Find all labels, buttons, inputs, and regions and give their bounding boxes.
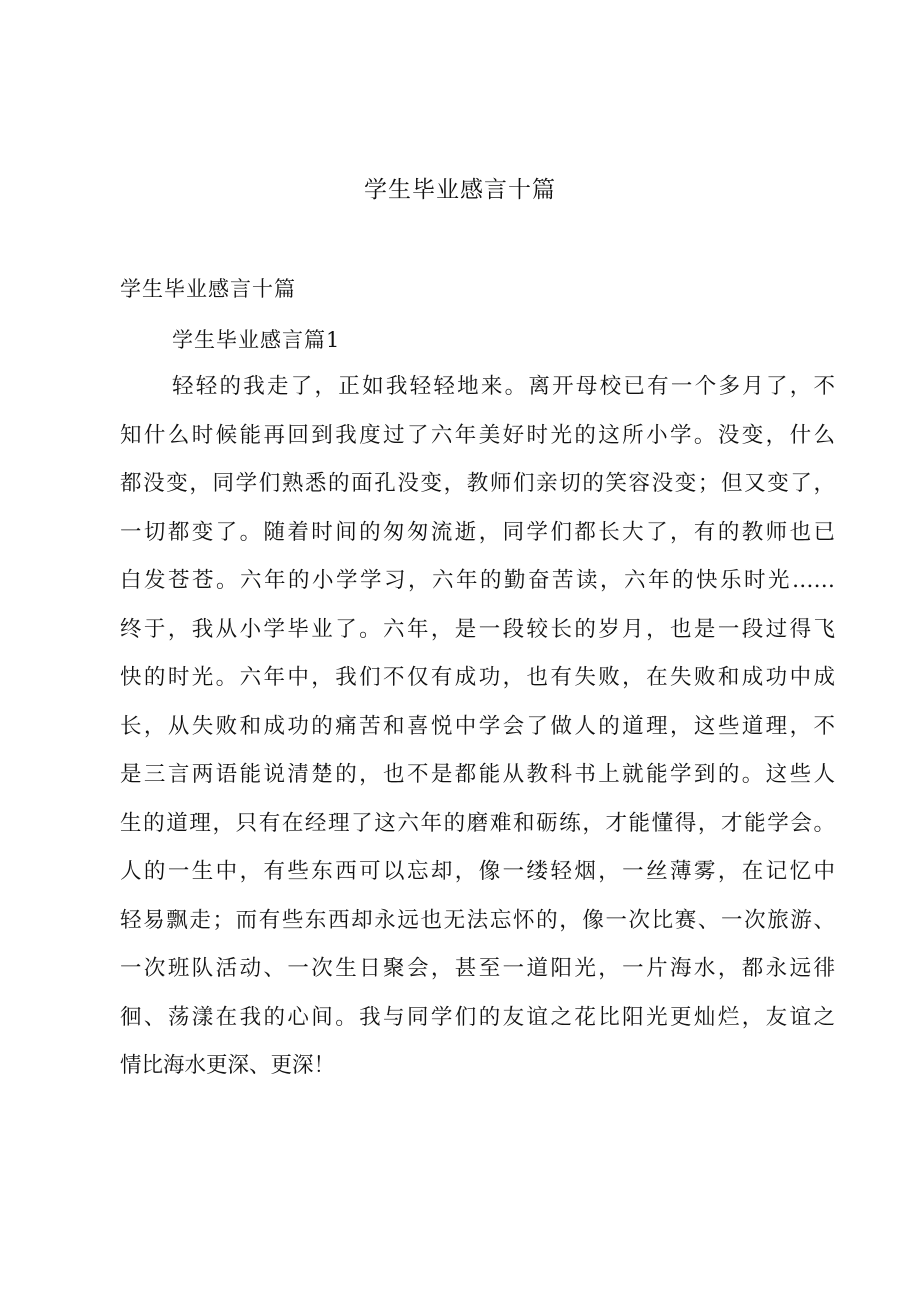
page-title: 学生毕业感言十篇 <box>364 177 556 203</box>
paragraph-line: 轻易飘走；而有些东西却永远也无法忘怀的，像一次比赛、一次旅游、 <box>120 907 835 933</box>
paragraph-line: 徊、荡漾在我的心间。我与同学们的友谊之花比阳光更灿烂，友谊之 <box>120 1004 835 1030</box>
paragraph-line: 人的一生中，有些东西可以忘却，像一缕轻烟，一丝薄雾，在记忆中 <box>120 859 835 884</box>
paragraph-line: 轻轻的我走了，正如我轻轻地来。离开母校已有一个多月了，不 <box>172 374 835 399</box>
paragraph-line: 白发苍苍。六年的小学学习，六年的勤奋苦读，六年的快乐时光…… <box>120 568 835 593</box>
paragraph-line: 生的道理，只有在经理了这六年的磨难和砺练，才能懂得，才能学会。 <box>120 810 835 836</box>
paragraph-line: 终于，我从小学毕业了。六年，是一段较长的岁月，也是一段过得飞 <box>120 616 835 642</box>
paragraph-line: 知什么时候能再回到我度过了六年美好时光的这所小学。没变，什么 <box>120 422 835 448</box>
paragraph-line: 快的时光。六年中，我们不仅有成功，也有失败，在失败和成功中成 <box>120 665 835 690</box>
article-heading: 学生毕业感言篇1 <box>172 328 341 352</box>
paragraph-line: 都没变，同学们熟悉的面孔没变，教师们亲切的笑容没变；但又变了， <box>120 471 835 496</box>
paragraph-line: 一次班队活动、一次生日聚会，甚至一道阳光，一片海水，都永远徘 <box>120 956 835 981</box>
paragraph-line: 情比海水更深、更深！ <box>120 1053 336 1078</box>
section-heading: 学生毕业感言十篇 <box>120 277 296 301</box>
paragraph-line: 长，从失败和成功的痛苦和喜悦中学会了做人的道理，这些道理，不 <box>120 713 835 739</box>
body-paragraph <box>120 369 835 1097</box>
paragraph-line: 是三言两语能说清楚的，也不是都能从教科书上就能学到的。这些人 <box>120 762 835 787</box>
paragraph-line: 一切都变了。随着时间的匆匆流逝，同学们都长大了，有的教师也已 <box>120 519 835 545</box>
